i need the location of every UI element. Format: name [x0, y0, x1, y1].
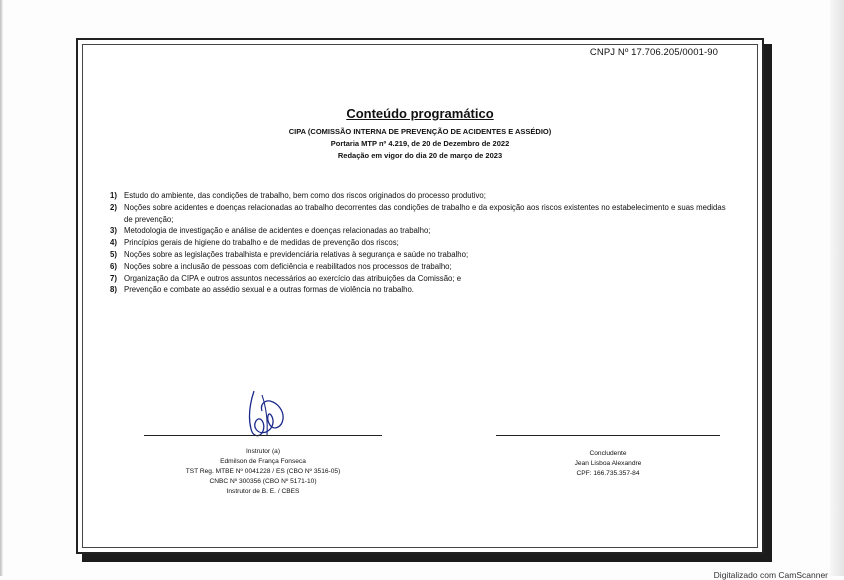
- item-number: 3): [110, 226, 117, 236]
- list-item: [110, 284, 730, 296]
- list-item: [110, 237, 730, 249]
- scanner-watermark: Digitalizado com CamScanner: [713, 570, 828, 580]
- item-text: Noções sobre a inclusão de pessoas com deficiência e reabilitados nos processos de trabalho;: [124, 261, 452, 271]
- cnpj-header: CNPJ Nº 17.706.205/0001-90: [589, 47, 718, 58]
- instructor-signature-line: [144, 435, 382, 436]
- item-number: 4): [110, 238, 117, 248]
- instructor-signature: [240, 385, 288, 441]
- concluder-signature-line: [496, 435, 720, 436]
- list-item: [110, 273, 730, 285]
- item-text: Prevenção e combate ao assédio sexual e a outras formas de violência no trabalho.: [124, 285, 414, 295]
- item-number: 5): [110, 249, 117, 259]
- title-block: [78, 106, 762, 162]
- list-item: [110, 225, 730, 237]
- item-number: 2): [110, 202, 117, 212]
- item-number: 6): [110, 261, 117, 271]
- item-text: Princípios gerais de higiene do trabalho e de medidas de prevenção dos riscos;: [124, 238, 399, 248]
- item-text: Organização da CIPA e outros assuntos necessários ao exercício das atribuições da Comissão; e: [124, 273, 462, 283]
- list-item: [110, 249, 730, 261]
- subtitle-redacao: Redação em vigor do dia 20 de março de 2023: [337, 151, 503, 160]
- item-text: Noções sobre acidentes e doenças relacionadas ao trabalho decorrentes das condições de trabalho e da exposição aos riscos existentes no estabelecimento e suas medidas de prevenção;: [124, 202, 726, 224]
- instructor-name: Edmilson de França Fonseca: [220, 458, 306, 465]
- concluder-role: Concludente: [589, 450, 627, 457]
- document-frame: [76, 38, 764, 554]
- list-item: [110, 261, 730, 273]
- item-text: Metodologia de investigação e análise de acidentes e doenças relacionadas ao trabalho;: [124, 226, 431, 236]
- scan-edge-right: [830, 0, 844, 576]
- program-list: [110, 190, 730, 296]
- item-number: 7): [110, 273, 117, 283]
- item-text: Noções sobre as legislações trabalhista e previdenciária relativas à segurança e saúde no trabalho;: [124, 249, 469, 259]
- instructor-reg-tst: TST Reg. MTBE Nº 0041228 / ES (CBO Nº 3516-05): [185, 468, 341, 475]
- item-number: 8): [110, 285, 117, 295]
- concluder-block: [496, 449, 720, 479]
- scan-edge-left: [0, 0, 3, 576]
- concluder-name: Jean Lisboa Alexandre: [574, 460, 642, 467]
- instructor-role-detail: Instrutor de B. E. / CBES: [226, 488, 300, 495]
- concluder-cpf: CPF: 166.735.357-84: [576, 470, 640, 477]
- list-item: [110, 190, 730, 202]
- page-title: Conteúdo programático: [346, 106, 494, 121]
- instructor-role: Instrutor (a): [245, 448, 281, 455]
- item-number: 1): [110, 191, 117, 200]
- instructor-block: [144, 447, 382, 497]
- subtitle-cipa: CIPA (COMISSÃO INTERNA DE PREVENÇÃO DE ACIDENTES E ASSÉDIO): [288, 127, 552, 136]
- item-text: Estudo do ambiente, das condições de trabalho, bem como dos riscos originados do processo produtivo;: [124, 191, 486, 200]
- list-item: [110, 202, 730, 226]
- instructor-reg-cnbc: CNBC Nº 300356 (CBO Nº 5171-10): [209, 478, 317, 485]
- subtitle-portaria: Portaria MTP nº 4.219, de 20 de Dezembro de 2022: [330, 139, 510, 148]
